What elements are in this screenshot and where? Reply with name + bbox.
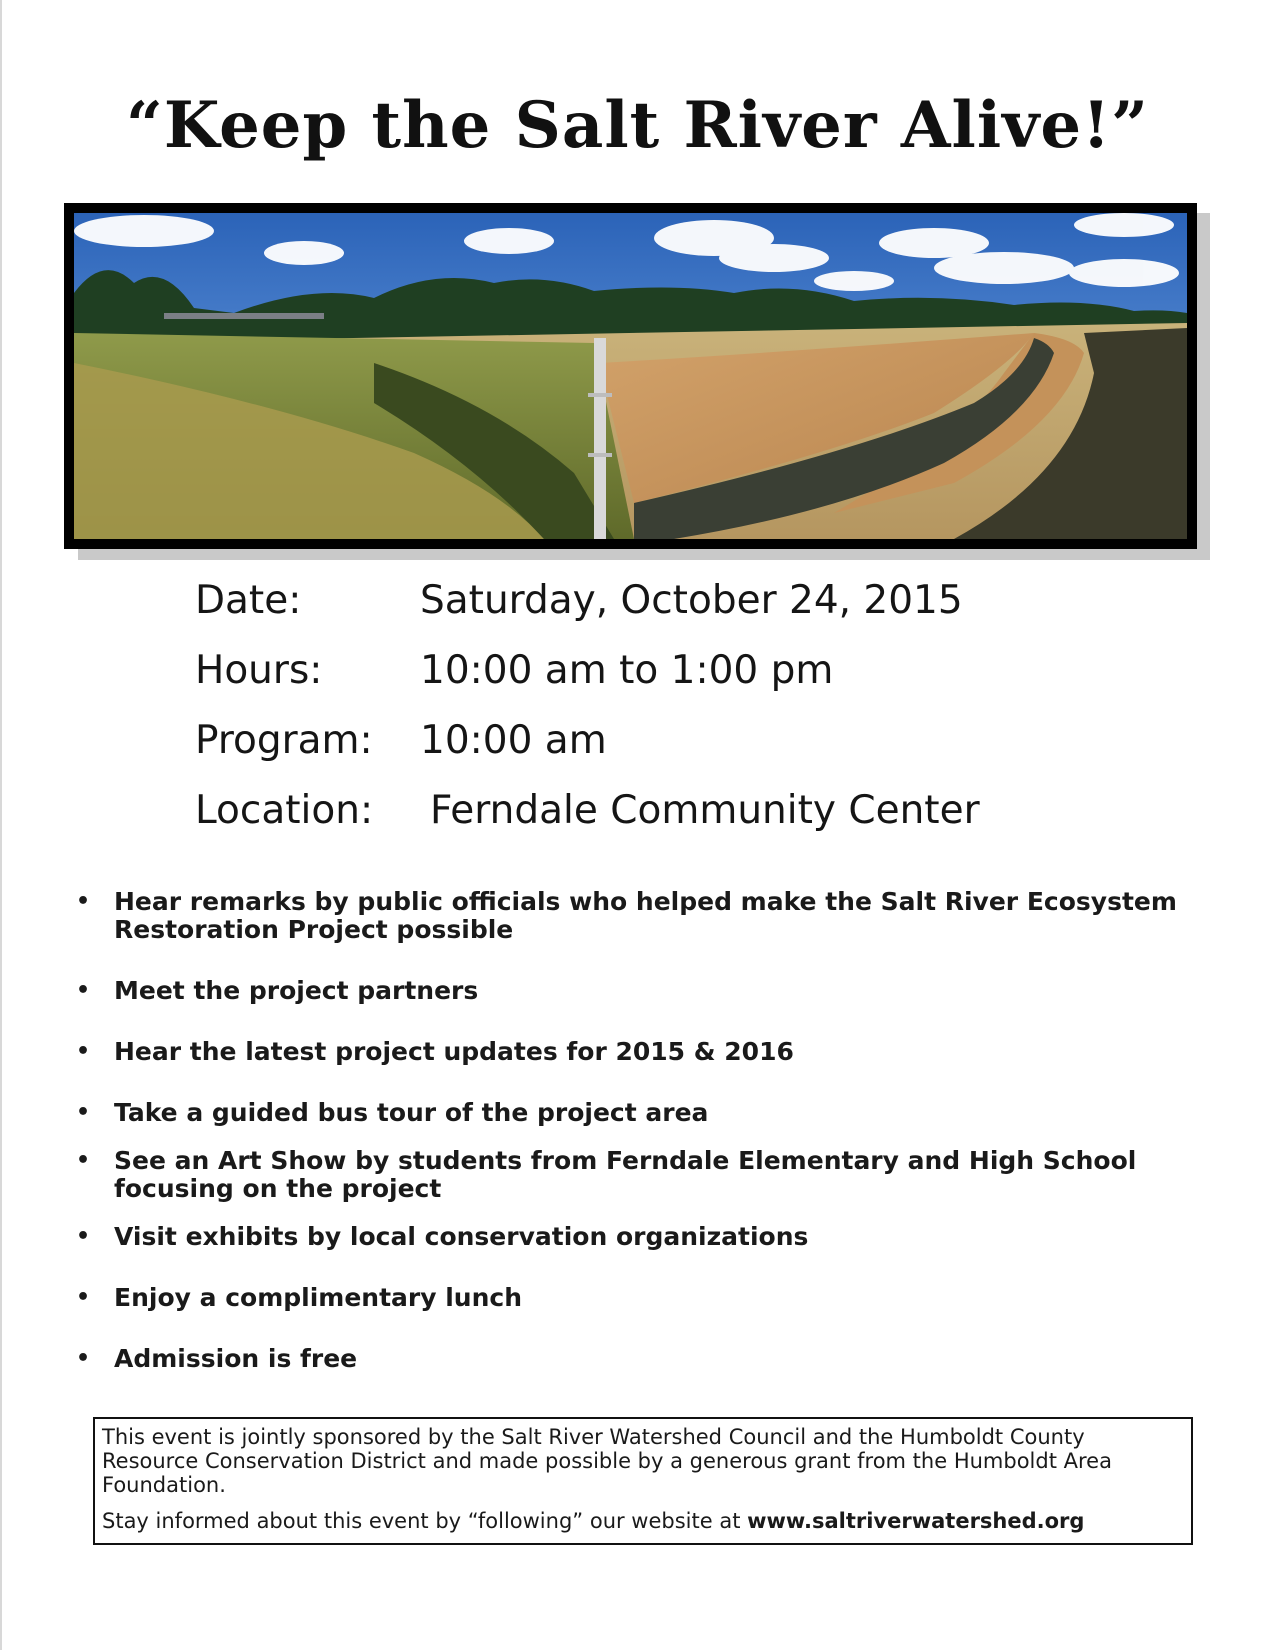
- bullet-icon: •: [76, 1346, 91, 1371]
- detail-value: 10:00 am to 1:00 pm: [420, 648, 834, 693]
- detail-label: Program:: [195, 718, 373, 763]
- bullet-icon: •: [76, 1224, 91, 1249]
- detail-label: Hours:: [195, 648, 323, 693]
- activity-list: [72, 888, 1202, 1373]
- detail-label: Date:: [195, 578, 302, 623]
- list-item: [72, 1099, 1202, 1127]
- sponsor-box: [93, 1417, 1193, 1545]
- bullet-icon: •: [76, 1285, 91, 1310]
- list-item-text: Take a guided bus tour of the project area: [114, 1098, 709, 1127]
- list-item: [72, 977, 1202, 1005]
- follow-text: [102, 1509, 1183, 1533]
- list-item-text: Hear remarks by public officials who helped make the Salt River Ecosystem Restoration Project possible: [114, 887, 1177, 944]
- list-item-text: Hear the latest project updates for 2015 & 2016: [114, 1037, 794, 1066]
- detail-value: 10:00 am: [420, 718, 607, 763]
- sponsor-text: This event is jointly sponsored by the Salt River Watershed Council and the Humboldt County Resource Conservation District and made possible by a generous grant from the Humboldt Area Foundation.: [102, 1425, 1112, 1497]
- list-item: [72, 1038, 1202, 1066]
- website-link[interactable]: www.saltriverwatershed.org: [747, 1509, 1085, 1533]
- bullet-icon: •: [76, 1100, 91, 1125]
- salt-river-panorama-photo: [74, 213, 1187, 539]
- list-item: [72, 1284, 1202, 1312]
- bullet-icon: •: [76, 1148, 91, 1173]
- detail-label: Location:: [195, 788, 374, 833]
- follow-prefix: Stay informed about this event by “following” our website at: [102, 1509, 748, 1533]
- page-title: “Keep the Salt River Alive!”: [126, 88, 1149, 163]
- bullet-icon: •: [76, 978, 91, 1003]
- list-item-text: See an Art Show by students from Ferndale Elementary and High School focusing on the project: [114, 1146, 1137, 1203]
- list-item: [72, 1223, 1202, 1251]
- bullet-icon: •: [76, 889, 91, 914]
- list-item-text: Admission is free: [114, 1344, 358, 1373]
- detail-value: Saturday, October 24, 2015: [420, 578, 963, 623]
- list-item: [72, 1147, 1202, 1203]
- detail-value: Ferndale Community Center: [430, 788, 980, 833]
- list-item-text: Visit exhibits by local conservation organizations: [114, 1222, 809, 1251]
- list-item: [72, 888, 1202, 944]
- bullet-icon: •: [76, 1039, 91, 1064]
- list-item: [72, 1345, 1202, 1373]
- list-item-text: Meet the project partners: [114, 976, 479, 1005]
- page-edge-rule: [0, 0, 2, 1650]
- list-item-text: Enjoy a complimentary lunch: [114, 1283, 523, 1312]
